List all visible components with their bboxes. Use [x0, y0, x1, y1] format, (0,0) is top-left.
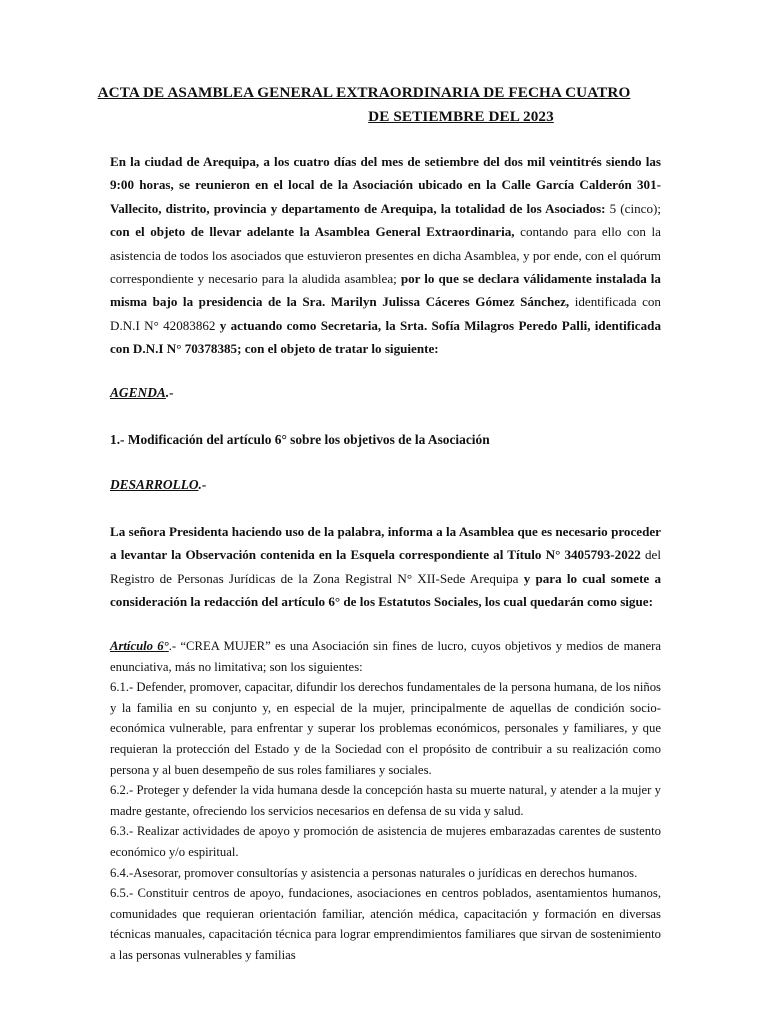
agenda-heading	[110, 385, 174, 401]
desarrollo-text-2: del Registro de Personas Jurídicas de la Zona Registral N° XII-Sede Arequipa	[110, 547, 661, 586]
article-item-6-1: 6.1.- Defender, promover, capacitar, difundir los derechos fundamentales de la persona humana, de los niños y la familia en su conjunto y, en especial de la mujer, principalmente de aquellas de condición socio- económica vulnerable, para enfrentar y superar los problemas económicos, personales y familiares, y que requieran la protección del Estado y de la Sociedad con el propósito de contribuir a su realización como persona y al buen desempeño de sus roles familiares y sociales.	[110, 680, 661, 777]
intro-text-3: contando para ello con la asistencia de todos los asociados que estuvieron presentes en dicha Asamblea, y por ende, con el quórum correspondiente y necesario para la aludida asamblea;	[110, 224, 661, 287]
desarrollo-heading-text: DESARROLLO	[110, 477, 199, 492]
intro-text-5: identificada con D.N.I N° 42083862	[110, 294, 661, 333]
intro-text-1: En la ciudad de Arequipa, a los cuatro días del mes de setiembre del dos mil veintitrés siendo las 9:00 horas, se reunieron en el local de la Asociación ubicado en la Calle García Calderón 301- Vallecito, distrito, provincia y departamento de Arequipa, la totalidad de los Asociados:	[110, 154, 661, 216]
article-intro-text: .- “CREA MUJER” es una Asociación sin fines de lucro, cuyos objetivos y medios de manera enunciativa, más no limitativa; son los siguientes:	[110, 639, 661, 674]
intro-text-2: con el objeto de llevar adelante la Asamblea General Extraordinaria,	[110, 224, 515, 240]
article-item-6-5: 6.5.- Constituir centros de apoyo, fundaciones, asociaciones en centros poblados, asentamientos humanos, comunidades que requieran orientación familiar, atención médica, capacitación y formación en diversas técnicas manuales, capacitación técnica para lograr emprendimientos familiares que sirvan de sostenimiento a las personas vulnerables y familias	[110, 886, 661, 962]
desarrollo-heading-suffix: .-	[198, 477, 207, 492]
agenda-heading-suffix: .-	[165, 385, 174, 400]
article-item-6-3: 6.3.- Realizar actividades de apoyo y promoción de asistencia de mujeres embarazadas carentes de sustento económico y/o espiritual.	[110, 824, 661, 859]
agenda-heading-text: AGENDA	[110, 385, 166, 400]
article-item-6-2: 6.2.- Proteger y defender la vida humana desde la concepción hasta su muerte natural, y atender a la mujer y madre gestante, ofreciendo los servicios necesarios en defensa de su vida y salud.	[110, 783, 661, 818]
desarrollo-heading	[110, 477, 206, 493]
article-section	[110, 636, 661, 966]
intro-text-6: y actuando como Secretaria, la Srta. Sofía Milagros Peredo Palli, identificada con D.N.I N° 70378385; con el objeto de tratar lo siguiente:	[110, 317, 661, 357]
desarrollo-paragraph	[110, 520, 661, 614]
article-label: Artículo 6°	[110, 639, 169, 653]
desarrollo-text-3: y para lo cual somete a consideración la redacción del artículo 6° de los Estatutos Sociales, los cual quedarán como sigue:	[110, 570, 661, 610]
article-item-6-4: 6.4.-Asesorar, promover consultorías y asistencia a personas naturales o jurídicas en derechos humanos.	[110, 865, 638, 880]
intro-text-count: 5 (cinco);	[605, 200, 661, 216]
desarrollo-text-1: La señora Presidenta haciendo uso de la palabra, informa a la Asamblea que es necesario proceder a levantar la Observación contenida en la Esquela correspondiente al Título N° 3405793-2022	[110, 524, 661, 563]
agenda-item: 1.- Modificación del artículo 6° sobre los objetivos de la Asociación	[110, 432, 490, 447]
intro-paragraph	[110, 150, 661, 361]
article-intro	[110, 636, 661, 677]
intro-text-4: por lo que se declara válidamente instalada la misma bajo la presidencia de la Sra. Marilyn Julissa Cáceres Gómez Sánchez,	[110, 271, 661, 310]
document-title-line2	[0, 108, 750, 126]
document-title-line1: ACTA DE ASAMBLEA GENERAL EXTRAORDINARIA DE FECHA CUATRO	[97, 84, 631, 101]
document-title-line2-text: DE SETIEMBRE DEL 2023	[368, 108, 554, 125]
